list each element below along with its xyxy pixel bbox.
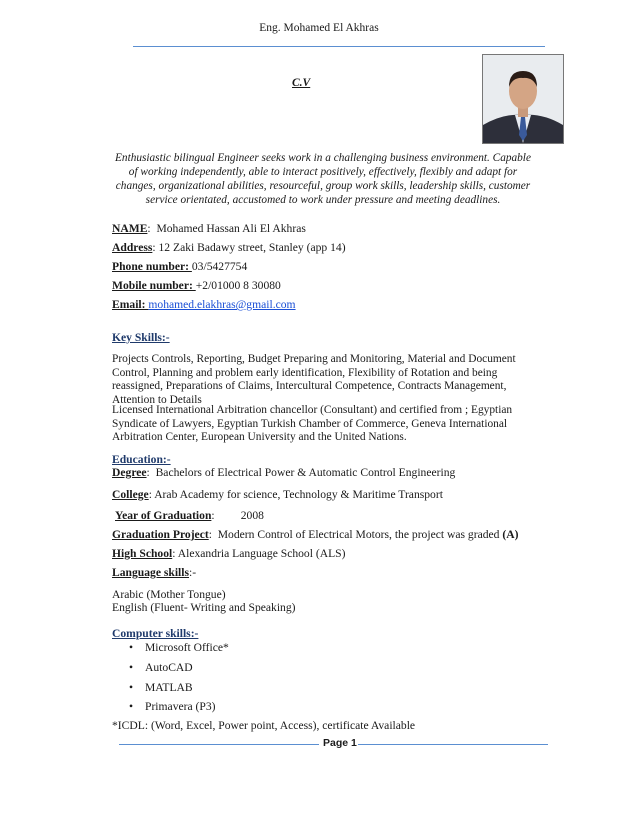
mobile-value: +2/01000 8 30080 — [195, 279, 281, 292]
bullet-icon: • — [129, 661, 134, 674]
email-label: Email: — [112, 298, 149, 311]
high-school-row: High School: Alexandria Language School (ALS) — [112, 547, 346, 560]
list-item-label: MATLAB — [145, 681, 193, 694]
language-skills-row — [112, 566, 196, 579]
degree-value: Bachelors of Electrical Power & Automatic Control Engineering — [155, 466, 456, 479]
graduation-year-label: Year of Graduation — [115, 509, 212, 522]
footer-divider-left — [119, 744, 319, 745]
bullet-icon: • — [129, 681, 134, 694]
icdl-note: *ICDL: (Word, Excel, Power point, Access), certificate Available — [112, 719, 416, 732]
high-school-label: High School — [112, 547, 173, 560]
phone-value: 03/5427754 — [191, 260, 248, 273]
footer-divider-right — [358, 744, 548, 745]
arbitration-paragraph: Licensed International Arbitration chancellor (Consultant) and certified from ; Egyptian Syndicate of Lawyers, Egyptian Turkish Chamber of Commerce, Geneva International Arbitration Center, European University and the United Nations. — [112, 404, 513, 443]
list-item — [129, 641, 229, 654]
education-heading: Education:- — [112, 453, 171, 466]
graduation-project-grade: (A) — [502, 528, 519, 541]
list-item-label: Microsoft Office* — [145, 641, 229, 654]
phone-label: Phone number: — [112, 260, 192, 273]
page-header-name: Eng. Mohamed El Akhras — [259, 22, 379, 34]
mobile-row — [112, 279, 281, 292]
computer-skills-heading: Computer skills:- — [112, 627, 199, 640]
list-item-label: AutoCAD — [145, 661, 193, 674]
list-item — [129, 681, 193, 694]
list-item — [129, 661, 193, 674]
degree-row: Degree: Bachelors of Electrical Power & Automatic Control Engineering — [112, 466, 456, 479]
college-value: Arab Academy for science, Technology & Maritime Transport — [154, 488, 443, 501]
language-arabic: Arabic (Mother Tongue) — [112, 588, 226, 601]
name-value: Mohamed Hassan Ali El Akhras — [156, 222, 306, 235]
college-row: College: Arab Academy for science, Technology & Maritime Transport — [112, 488, 443, 501]
profile-photo — [482, 54, 564, 144]
email-link[interactable]: mohamed.elakhras@gmail.com — [148, 298, 296, 311]
graduation-year-row: Year of Graduation: 2008 — [115, 509, 264, 522]
name-label: NAME — [112, 222, 148, 235]
list-item — [129, 700, 216, 713]
language-english: English (Fluent- Writing and Speaking) — [112, 601, 296, 614]
graduation-project-label: Graduation Project — [112, 528, 209, 541]
phone-row — [112, 260, 247, 273]
bullet-icon: • — [129, 700, 134, 713]
name-row: NAME: Mohamed Hassan Ali El Akhras — [112, 222, 306, 235]
high-school-value: Alexandria Language School (ALS) — [177, 547, 346, 560]
key-skills-heading: Key Skills:- — [112, 331, 170, 344]
graduation-project-row: Graduation Project: Modern Control of Electrical Motors, the project was graded (A) — [112, 528, 519, 541]
page-number: Page 1 — [323, 737, 357, 749]
address-label: Address — [112, 241, 153, 254]
address-value: 12 Zaki Badawy street, Stanley (app 14) — [158, 241, 346, 254]
language-skills-suffix: :- — [189, 566, 197, 579]
cv-title: C.V — [292, 77, 311, 89]
language-skills-label: Language skills — [112, 566, 189, 579]
graduation-year-value: 2008 — [240, 509, 264, 522]
email-row — [112, 298, 296, 311]
intro-summary: Enthusiastic bilingual Engineer seeks work in a challenging business environment. Capable of working independently, able to interact positively, effectively, flexibly and adapt for changes, organizational abilities, resourceful, group work skills, leadership skills, customer service orientated, accustomed to work under pressure and meeting deadlines. — [115, 152, 531, 206]
key-skills-paragraph: Projects Controls, Reporting, Budget Preparing and Monitoring, Material and Document Control, Planning and problem early identification, Flexibility of Rotation and being reassigned, Preparations of Claims, Intercultural Competence, Contracts Management, Attention to Details — [112, 353, 516, 406]
header-divider — [133, 46, 545, 47]
college-label: College — [112, 488, 149, 501]
graduation-project-value: Modern Control of Electrical Motors, the project was graded — [217, 528, 503, 541]
address-row: Address: 12 Zaki Badawy street, Stanley (app 14) — [112, 241, 346, 254]
mobile-label: Mobile number: — [112, 279, 196, 292]
degree-label: Degree — [112, 466, 147, 479]
list-item-label: Primavera (P3) — [145, 700, 216, 713]
bullet-icon: • — [129, 641, 134, 654]
